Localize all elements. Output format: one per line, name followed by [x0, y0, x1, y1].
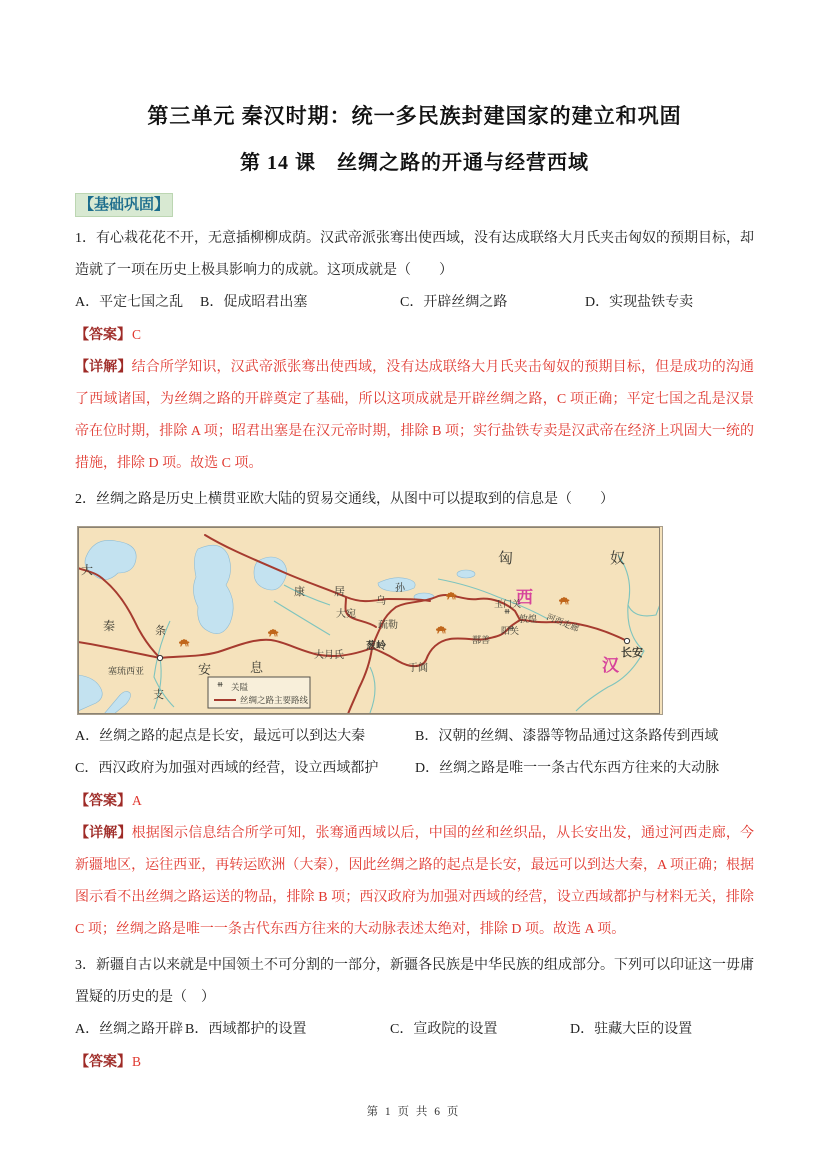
option-a: A．丝绸之路的起点是长安，最远可以到达大秦 [75, 729, 366, 744]
map-label: 奴 [610, 551, 626, 567]
lop-nur [457, 570, 475, 578]
option-b: B．西域都护的设置 [185, 1022, 307, 1037]
page-number: 第 1 页 共 6 页 [366, 1106, 461, 1118]
map-label: 居 [334, 586, 345, 598]
map-label: 阳关 [501, 626, 520, 636]
answer-label: 【答案】 [75, 794, 131, 809]
map-label: 汉 [602, 656, 619, 675]
map-label: 长安 [621, 647, 643, 659]
city-marker [157, 655, 162, 660]
section-label: 【基础巩固】 [75, 193, 173, 217]
silk-road-map [77, 526, 663, 715]
document-content [75, 100, 754, 1079]
caspian-sea [193, 545, 233, 634]
question-2-answer [75, 785, 754, 818]
question-2-options [75, 721, 754, 785]
detail-label: 【详解】 [75, 826, 132, 841]
map-label: 乌 [376, 596, 386, 607]
map-label: 于阗 [408, 663, 428, 674]
question-1-stem: 1．有心栽花花不开，无意插柳柳成荫。汉武帝派张骞出使西域，没有达成联络大月氏夹击匈奴的预期目标，却造就了一项在历史上极具影响力的成就。这项成就是（ ） [75, 231, 754, 278]
map-label: 大 [81, 563, 94, 577]
map-label: 安 [198, 662, 212, 677]
option-d: D．实现盐铁专卖 [585, 295, 694, 310]
legend-pass-label: 关隘 [231, 682, 249, 692]
option-c: C．开辟丝绸之路 [400, 295, 508, 310]
map-label: 秦 [103, 619, 116, 633]
option-d: D．驻藏大臣的设置 [570, 1022, 693, 1037]
question-1 [75, 223, 754, 480]
question-3-answer [75, 1046, 754, 1079]
map-label: 敦煌 [519, 614, 538, 624]
option-d: D．丝绸之路是唯一一条古代东西方往来的大动脉 [415, 761, 720, 776]
detail-text: 根据图示信息结合所学可知，张骞通西域以后，中国的丝和丝织品，从长安出发，通过河西走廊，今新疆地区，运往西亚，再转运欧洲（大秦），因此丝绸之路的起点是长安，最远可以到达大秦，A 项正确；根据图示看不出丝绸之路运送的物品，排除 B 项；西汉政府为加强对西域的经营，设立西域都护与材料无关，排除 C 项；丝绸之路是唯一一条古代东西方往来的大动脉表述太绝对，排除 D 项。故选 A 项。 [75, 826, 755, 937]
map-legend [208, 677, 310, 708]
detail-text: 结合所学知识，汉武帝派张骞出使西域，没有达成联络大月氏夹击匈奴的预期目标，但是成功的沟通了西域诸国，为丝绸之路的开辟奠定了基础，所以这项成就是开辟丝绸之路，C 项正确；平定七国之乱是汉景帝在位时期，排除 A 项；昭君出塞是在汉元帝时期，排除 B 项；实行盐铁专卖是汉武帝在经济上巩固大一统的措施，排除 D 项。故选 C 项。 [75, 360, 755, 471]
answer-label: 【答案】 [75, 1055, 131, 1070]
question-3-stem: 3．新疆自古以来就是中国领土不可分割的一部分，新疆各民族是中华民族的组成部分。下列可以印证这一毋庸置疑的历史的是（ ） [75, 958, 754, 1005]
map-label: 塞琉西亚 [108, 666, 145, 676]
map-label: 孙 [395, 583, 405, 594]
map-label: 条 [155, 625, 166, 637]
question-1-detail [75, 352, 754, 480]
option-c: C．宣政院的设置 [390, 1022, 498, 1037]
unit-title: 第三单元 秦汉时期：统一多民族封建国家的建立和巩固 [147, 104, 682, 128]
question-1-answer [75, 319, 754, 352]
question-2-detail [75, 818, 754, 946]
question-3 [75, 950, 754, 1079]
answer-label: 【答案】 [75, 328, 131, 343]
map-label: 匈 [498, 551, 514, 567]
option-a: A．丝绸之路开辟 [75, 1022, 184, 1037]
lesson-title: 第 14 课 丝绸之路的开通与经营西域 [240, 152, 589, 174]
answer-value: A [132, 793, 142, 808]
question-1-options [75, 287, 754, 319]
city-marker [624, 638, 629, 643]
option-b: B．促成昭君出塞 [200, 295, 308, 310]
map-label: 河西走廊 [545, 611, 581, 634]
question-2-stem: 2．丝绸之路是历史上横贯亚欧大陆的贸易交通线，从图中可以提取到的信息是（ ） [75, 492, 614, 507]
map-label: 鄯善 [472, 635, 491, 645]
silk-road-map-svg [78, 527, 660, 714]
option-a: A．平定七国之乱 [75, 295, 184, 310]
map-label: 支 [153, 689, 164, 701]
map-label: 息 [250, 660, 264, 675]
map-label: 疏勒 [378, 620, 398, 631]
answer-value: B [132, 1054, 142, 1069]
answer-value: C [132, 327, 142, 342]
question-3-options [75, 1014, 754, 1046]
map-label: 葱岭 [366, 641, 386, 652]
detail-label: 【详解】 [75, 360, 132, 375]
legend-route-label: 丝绸之路主要路线 [240, 695, 309, 705]
map-label: 大月氏 [314, 650, 344, 661]
option-b: B．汉朝的丝绸、漆器等物品通过这条路传到西域 [415, 729, 719, 744]
map-label: 西 [516, 588, 533, 607]
map-label: 大宛 [336, 609, 356, 620]
question-2 [75, 484, 754, 946]
map-label: 康 [294, 586, 305, 598]
map-label: 玉门关 [494, 599, 522, 609]
option-c: C．西汉政府为加强对西域的经营，设立西域都护 [75, 761, 379, 776]
